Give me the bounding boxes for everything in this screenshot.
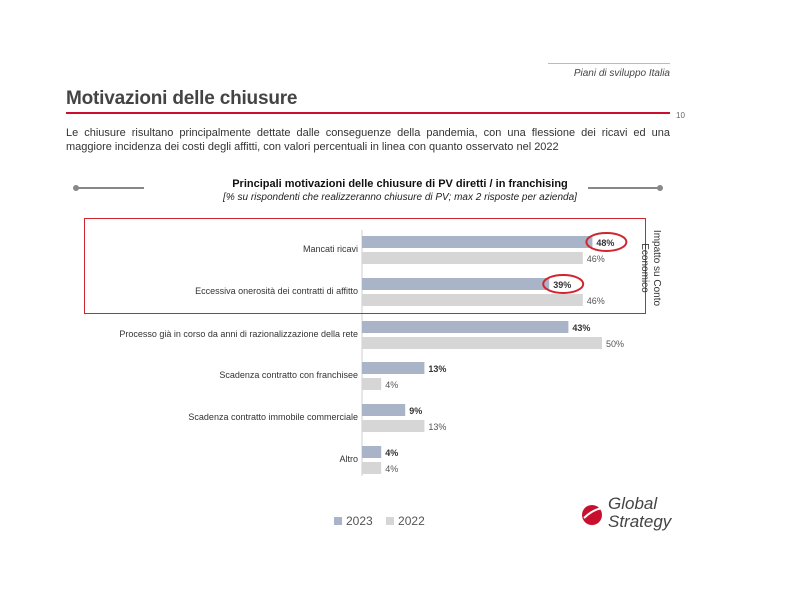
data-label-2022: 50% xyxy=(606,339,625,349)
legend-item-2022 xyxy=(386,514,425,528)
intro-paragraph: Le chiusure risultano principalmente dettate dalle conseguenze della pandemia, con una flessione dei ricavi ed una maggiore incidenza dei costi degli affitti, con valori percentuali in linea con quanto osservato nel 2022 xyxy=(66,127,670,153)
data-label-2022: 4% xyxy=(385,464,399,474)
economic-impact-highlight-box xyxy=(84,218,646,314)
section-subtitle: Piani di sviluppo Italia xyxy=(573,68,670,79)
data-label-2022: 46% xyxy=(586,296,605,306)
data-label-2023: 9% xyxy=(409,406,423,416)
logo-text-strategy: Strategy xyxy=(608,512,672,531)
legend-swatch-2022 xyxy=(386,517,394,525)
data-label-2023: 39% xyxy=(553,280,572,290)
logo-text-global: Global xyxy=(608,494,658,513)
category-label: Scadenza contratto immobile commerciale xyxy=(188,412,358,422)
legend-label-2022: 2022 xyxy=(398,514,425,528)
bar-2022 xyxy=(362,378,381,390)
data-label-2023: 43% xyxy=(572,323,591,333)
category-label: Processo già in corso da anni di razionalizzazione della rete xyxy=(119,329,358,339)
data-label-2022: 13% xyxy=(428,422,447,432)
category-label: Scadenza contratto con franchisee xyxy=(219,370,358,380)
data-label-2023: 4% xyxy=(385,448,399,458)
page-title: Motivazioni delle chiusure xyxy=(66,88,298,109)
economic-impact-label: Impatto su Conto Economico xyxy=(639,229,662,307)
bar-2023 xyxy=(362,362,424,374)
bar-2023 xyxy=(362,446,381,458)
category-label: Altro xyxy=(339,454,358,464)
bar-2023 xyxy=(362,404,405,416)
legend-item-2023 xyxy=(334,514,373,528)
bar-2023 xyxy=(362,321,568,333)
bar-2022 xyxy=(362,462,381,474)
data-label-2023: 13% xyxy=(428,364,447,374)
category-label: Eccessiva onerosità dei contratti di affitto xyxy=(195,286,358,296)
data-label-2022: 46% xyxy=(586,254,605,264)
category-label: Mancati ricavi xyxy=(302,244,358,254)
data-label-2022: 4% xyxy=(385,380,399,390)
chart-title: Principali motivazioni delle chiusure di PV diretti / in franchising xyxy=(232,178,568,190)
data-label-2023: 48% xyxy=(596,238,615,248)
chart-legend xyxy=(334,514,435,528)
legend-label-2023: 2023 xyxy=(346,514,373,528)
bar-2022 xyxy=(362,337,602,349)
chart-subtitle: [% su rispondenti che realizzeranno chiusure di PV; max 2 risposte per azienda] xyxy=(223,192,577,203)
page-number: 10 xyxy=(676,111,685,120)
bar-2022 xyxy=(362,420,424,432)
legend-swatch-2023 xyxy=(334,517,342,525)
